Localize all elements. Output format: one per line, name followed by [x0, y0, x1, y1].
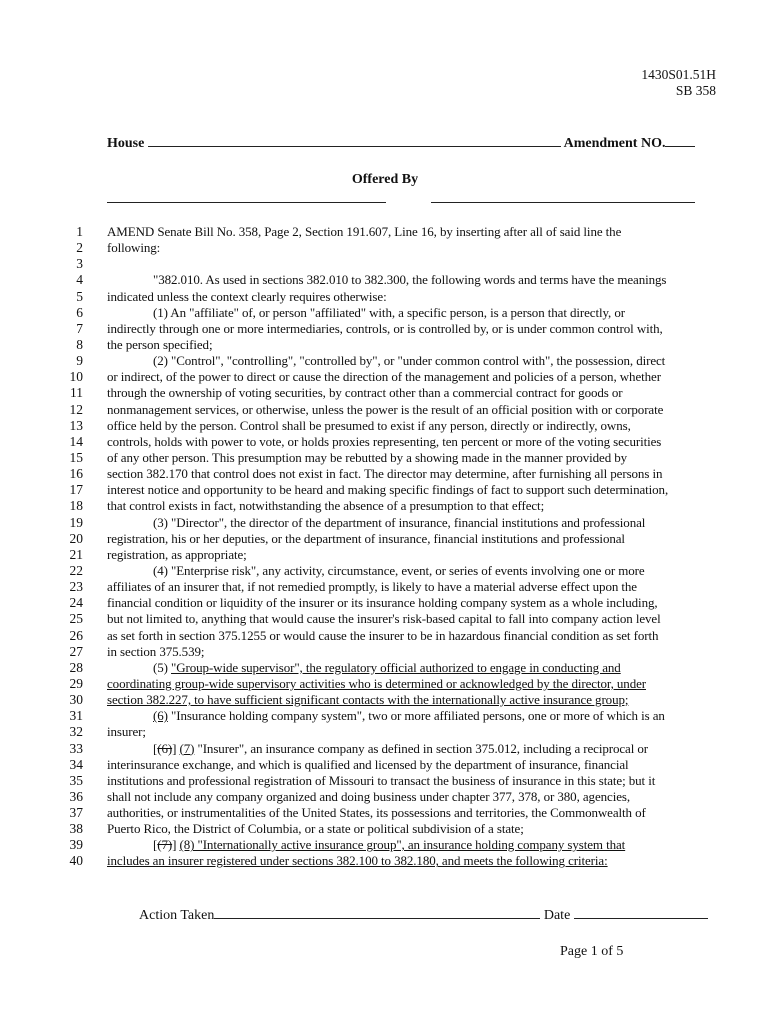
text-segment: in section 375.539; — [107, 643, 205, 659]
line-number: 13 — [69, 417, 83, 433]
line-number: 17 — [69, 482, 83, 498]
line-number: 6 — [76, 304, 83, 320]
line-number: 26 — [69, 627, 83, 643]
line-number: 7 — [76, 320, 83, 336]
text-segment: through the ownership of voting securities, by contract other than a commercial contract for goods or — [107, 385, 623, 401]
text-line — [0, 450, 770, 466]
text-segment: registration, his or her deputies, or the department of insurance, financial institutions and professional — [107, 530, 625, 546]
amendment-text — [0, 224, 770, 870]
line-text — [107, 805, 646, 821]
line-text — [153, 837, 625, 853]
cosponsor-signature-line — [431, 202, 695, 203]
line-text — [107, 773, 655, 789]
line-number: 33 — [69, 740, 83, 756]
line-text — [107, 579, 637, 595]
line-text — [107, 466, 662, 482]
line-number: 40 — [69, 853, 83, 869]
line-text — [107, 611, 661, 627]
line-number: 20 — [69, 530, 83, 546]
deleted-text: (7) — [157, 837, 173, 853]
house-label: House — [107, 136, 145, 151]
text-line — [0, 272, 770, 288]
line-number: 16 — [69, 466, 83, 482]
line-number: 21 — [69, 546, 83, 562]
line-text — [107, 402, 663, 418]
text-segment: of any other person. This presumption may be rebutted by a showing made in the manner provided by — [107, 449, 628, 465]
text-segment: but not limited to, anything that would cause the insurer's risk-based capital to fall into company action level — [107, 611, 661, 627]
text-line — [0, 402, 770, 418]
line-text — [107, 321, 663, 337]
text-segment: controls, holds with power to vote, or holds proxies representing, ten percent or more of the voting securities — [107, 433, 662, 449]
line-number: 27 — [69, 643, 83, 659]
line-number: 23 — [69, 579, 83, 595]
line-number: 29 — [69, 675, 83, 691]
text-segment: nonmanagement services, or otherwise, unless the power is the result of an official position with or corporate — [107, 401, 664, 417]
text-segment: interinsurance exchange, and which is qualified and licensed by the department of insurance, financial — [107, 756, 629, 772]
text-line — [0, 256, 770, 272]
line-text — [153, 515, 645, 531]
text-segment: Puerto Rico, the District of Columbia, or a state or political subdivision of a state; — [107, 821, 524, 837]
text-segment: following: — [107, 240, 161, 256]
amendment-line — [107, 136, 715, 152]
text-segment: insurer; — [107, 724, 146, 740]
line-text — [107, 385, 623, 401]
text-segment: "Insurance holding company system", two or more affiliated persons, one or more of which is an — [167, 708, 665, 724]
text-line — [0, 595, 770, 611]
line-number: 19 — [69, 514, 83, 530]
text-line — [0, 676, 770, 692]
line-number: 3 — [76, 256, 83, 272]
inserted-text: "Group-wide supervisor", the regulatory official authorized to engage in conducting and — [171, 659, 621, 675]
line-text — [153, 708, 665, 724]
line-text — [153, 660, 621, 676]
text-line — [0, 692, 770, 708]
text-line — [0, 741, 770, 757]
line-number: 2 — [76, 240, 83, 256]
line-text — [107, 595, 658, 611]
line-text — [153, 272, 666, 288]
text-line — [0, 773, 770, 789]
inserted-text: section 382.227, to have sufficient significant contacts with the internationally active insurance group; — [107, 692, 629, 708]
text-segment: shall not include any company organized and doing business under chapter 377, 378, or 380, agencies, — [107, 788, 630, 804]
text-line — [0, 515, 770, 531]
line-text — [107, 224, 621, 240]
text-segment: (2) "Control", "controlling", "controlled by", or "under common control with", the possession, direct — [153, 353, 666, 369]
text-segment: interest notice and opportunity to be heard and making specific findings of fact to support such determination, — [107, 482, 669, 498]
inserted-text: coordinating group-wide supervisory activities who is determined or acknowledged by the director, under — [107, 675, 646, 691]
line-number: 39 — [69, 837, 83, 853]
line-number: 10 — [69, 369, 83, 385]
line-number: 9 — [76, 353, 83, 369]
line-number: 1 — [76, 224, 83, 239]
line-number: 36 — [69, 788, 83, 804]
deleted-text: (6) — [157, 740, 173, 756]
text-segment: ] — [172, 740, 180, 756]
line-number: 18 — [69, 498, 83, 514]
text-line — [0, 434, 770, 450]
text-line — [0, 757, 770, 773]
text-segment: office held by the person. Control shall be presumed to exist if any person, directly or indirectly, owns, — [107, 417, 631, 433]
text-line — [0, 708, 770, 724]
text-segment: "382.010. As used in sections 382.010 to 382.300, the following words and terms have the meanings — [153, 272, 667, 288]
line-number: 32 — [69, 724, 83, 740]
text-segment: (3) "Director", the director of the department of insurance, financial institutions and professional — [153, 514, 646, 530]
line-text — [107, 676, 646, 692]
text-line — [0, 385, 770, 401]
line-number: 35 — [69, 772, 83, 788]
text-segment: institutions and professional registration of Missouri to transact the business of insurance in this state; but it — [107, 772, 656, 788]
line-text — [153, 353, 665, 369]
line-number: 15 — [69, 449, 83, 465]
line-text — [107, 240, 160, 256]
document-header — [641, 67, 716, 99]
text-segment: [ — [153, 837, 158, 853]
text-segment: AMEND Senate Bill No. 358, Page 2, Section 191.607, Line 16, by inserting after all of said line the — [107, 224, 622, 239]
action-taken-line — [139, 908, 708, 924]
line-text — [107, 644, 204, 660]
line-text — [107, 757, 629, 773]
text-line — [0, 644, 770, 660]
text-line — [0, 660, 770, 676]
text-segment: affiliates of an insurer that, if not remedied promptly, is likely to have a material adverse effect upon the — [107, 579, 637, 595]
text-segment: (5) — [153, 659, 172, 675]
house-blank — [148, 136, 561, 147]
line-text — [107, 418, 631, 434]
inserted-text: (6) — [153, 708, 168, 724]
sponsor-signature-line — [107, 202, 386, 203]
text-line — [0, 579, 770, 595]
text-segment: registration, as appropriate; — [107, 546, 247, 562]
text-line — [0, 240, 770, 256]
text-line — [0, 837, 770, 853]
line-text — [107, 547, 247, 563]
text-line — [0, 547, 770, 563]
line-text — [107, 724, 146, 740]
text-line — [0, 531, 770, 547]
date-blank — [574, 908, 708, 919]
text-line — [0, 418, 770, 434]
date-label: Date — [543, 908, 571, 923]
text-segment: ] — [172, 837, 180, 853]
line-number: 12 — [69, 401, 83, 417]
text-segment: or indirect, of the power to direct or cause the direction of the management and policies of a person, whether — [107, 369, 661, 385]
line-text — [107, 789, 630, 805]
line-number: 28 — [69, 659, 83, 675]
line-number: 24 — [69, 595, 83, 611]
text-line — [0, 563, 770, 579]
page-number: Page 1 of 5 — [560, 944, 624, 959]
line-text — [107, 289, 387, 305]
text-line — [0, 224, 770, 240]
line-text — [107, 628, 658, 644]
text-line — [0, 353, 770, 369]
line-number: 5 — [76, 288, 83, 304]
text-line — [0, 628, 770, 644]
text-segment: authorities, or instrumentalities of the United States, its possessions and territories, the Commonwealth of — [107, 805, 646, 821]
line-text — [153, 305, 625, 321]
line-number: 25 — [69, 611, 83, 627]
line-number: 22 — [69, 562, 83, 578]
document-id: 1430S01.51H — [641, 67, 716, 82]
text-segment: section 382.170 that control does not exist in fact. The director may determine, after furnishing all persons in — [107, 466, 663, 482]
text-segment: the person specified; — [107, 336, 213, 352]
action-taken-blank — [214, 908, 540, 919]
text-segment: that control exists in fact, notwithstanding the absence of a presumption to that effect; — [107, 498, 545, 514]
line-text — [107, 434, 661, 450]
line-text — [107, 482, 668, 498]
line-text — [107, 692, 628, 708]
line-number: 14 — [69, 433, 83, 449]
line-number: 31 — [69, 708, 83, 724]
text-line — [0, 789, 770, 805]
text-line — [0, 724, 770, 740]
line-text — [107, 821, 524, 837]
text-segment: as set forth in section 375.1255 or would cause the insurer to be in hazardous financial condition as set forth — [107, 627, 659, 643]
text-segment: (1) An "affiliate" of, or person "affiliated" with, a specific person, is a person that directly, or — [153, 304, 625, 320]
line-text — [153, 563, 645, 579]
line-text — [153, 741, 648, 757]
inserted-text: includes an insurer registered under sections 382.100 to 382.180, and meets the following criteria: — [107, 853, 608, 869]
text-line — [0, 498, 770, 514]
text-segment: financial condition or liquidity of the insurer or its insurance holding company system as a whole including, — [107, 595, 658, 611]
line-text — [107, 337, 212, 353]
text-line — [0, 821, 770, 837]
text-segment: indirectly through one or more intermediaries, controls, or is controlled by, or is under common control with, — [107, 320, 663, 336]
inserted-text: (7) — [179, 740, 195, 756]
line-number: 34 — [69, 756, 83, 772]
text-line — [0, 853, 770, 869]
line-number: 37 — [69, 805, 83, 821]
text-line — [0, 305, 770, 321]
line-number: 4 — [76, 272, 83, 288]
line-number: 30 — [69, 692, 83, 708]
text-segment: (4) "Enterprise risk", any activity, circumstance, event, or series of events involving one or more — [153, 562, 645, 578]
line-text — [107, 531, 625, 547]
inserted-text: (8) "Internationally active insurance group", an insurance holding company system that — [179, 837, 626, 853]
amendment-no-label: Amendment NO. — [563, 136, 666, 151]
text-segment: [ — [153, 740, 158, 756]
line-text — [107, 450, 627, 466]
text-line — [0, 482, 770, 498]
text-line — [0, 611, 770, 627]
text-segment: "Insurer", an insurance company as defined in section 375.012, including a reciprocal or — [194, 740, 649, 756]
text-line — [0, 321, 770, 337]
line-number: 8 — [76, 336, 83, 352]
text-line — [0, 466, 770, 482]
offered-by-label: Offered By — [351, 172, 419, 187]
action-taken-label: Action Taken — [139, 908, 215, 923]
line-text — [107, 498, 544, 514]
text-segment: indicated unless the context clearly requires otherwise: — [107, 288, 387, 304]
line-text — [107, 853, 608, 869]
amendment-no-blank — [665, 136, 695, 147]
bill-number: SB 358 — [675, 83, 716, 98]
line-text — [107, 369, 661, 385]
line-number: 38 — [69, 821, 83, 837]
text-line — [0, 369, 770, 385]
text-line — [0, 289, 770, 305]
line-number: 11 — [70, 385, 83, 401]
text-line — [0, 805, 770, 821]
text-line — [0, 337, 770, 353]
